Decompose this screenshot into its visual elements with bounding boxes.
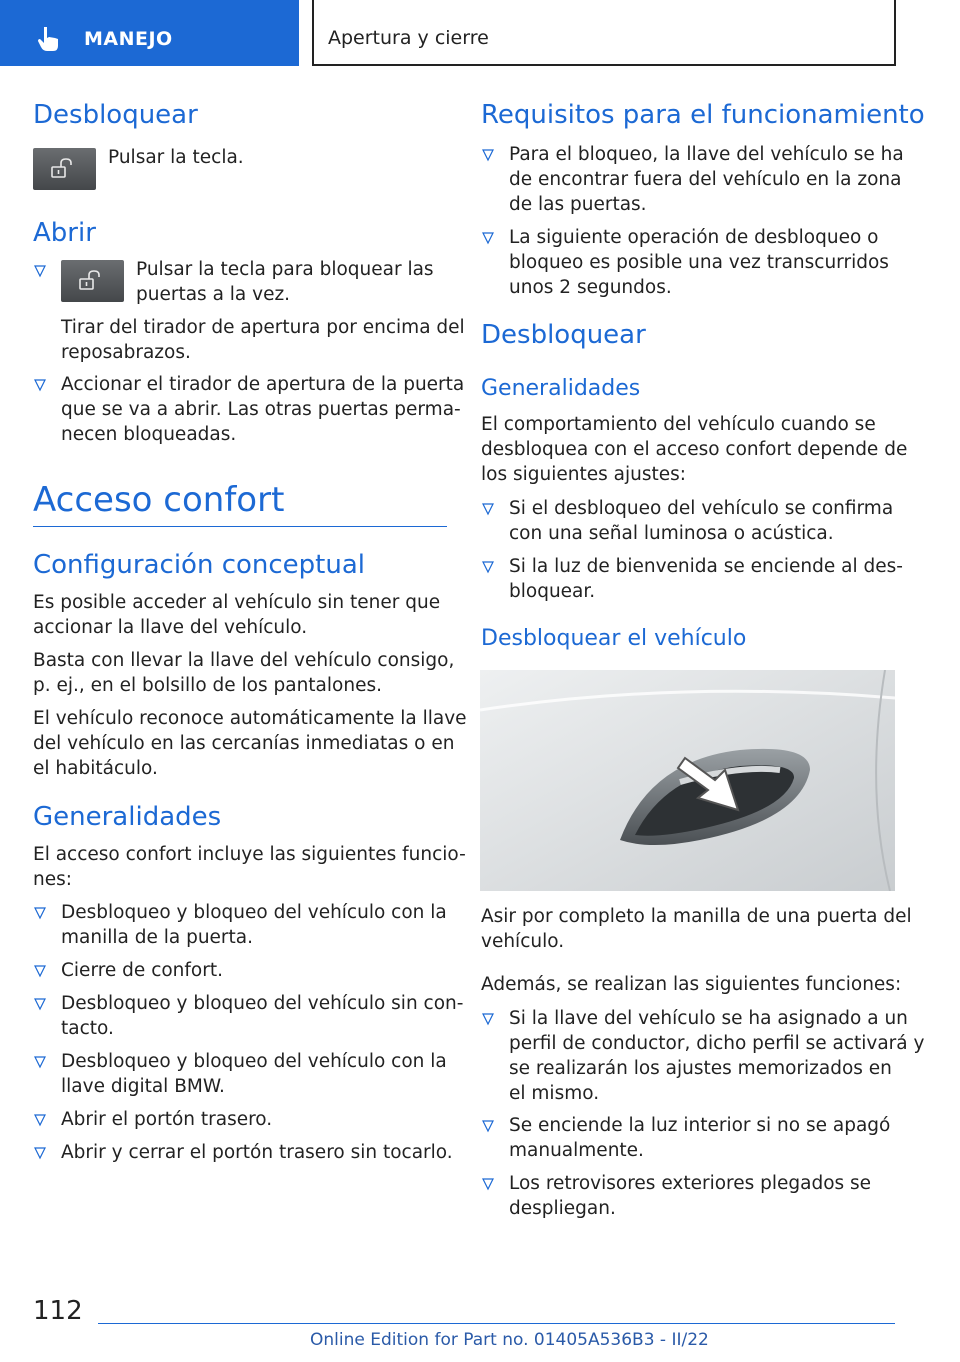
unlock-button-image [33,148,96,190]
list-item: llave digital BMW. [61,1076,225,1097]
list-item: Se enciende la luz interior si no se apagó [509,1115,891,1136]
list-item: unos 2 segundos. [509,277,672,298]
abrir-p1-line1: Tirar del tirador de apertura por encima del [61,317,465,338]
bullet-triangle-icon [481,1012,495,1026]
bullet-triangle-icon [481,1177,495,1191]
abrir-p1-line2: reposabrazos. [61,342,191,363]
abrir-b1-line1: Pulsar la tecla para bloquear las [136,259,434,280]
desb-gen-line3: los siguientes ajustes: [481,464,686,485]
desb-gen-line2: desbloquea con el acceso confort depende de [481,439,908,460]
desbloquear-heading-right: Desbloquear [481,320,646,350]
bullet-triangle-icon [33,1146,47,1160]
section-divider [33,526,447,527]
desbloquear-text: Pulsar la tecla. [108,147,244,168]
gen-p1-line1: El acceso confort incluye las siguientes funcio- [33,844,466,865]
list-item: Para el bloqueo, la llave del vehículo se ha [509,144,904,165]
list-item: Desbloqueo y bloqueo del vehículo sin con- [61,993,464,1014]
config-p2-line2: p. ej., en el bolsillo de los pantalones. [33,675,382,696]
config-p2-line1: Basta con llevar la llave del vehículo consigo, [33,650,455,671]
list-item: Los retrovisores exteriores plegados se [509,1173,872,1194]
configuracion-heading: Configuración conceptual [33,550,365,580]
desb-gen-line1: El comportamiento del vehículo cuando se [481,414,876,435]
chapter-title: Apertura y cierre [328,27,489,49]
section-title: MANEJO [84,28,173,50]
bullet-triangle-icon [481,148,495,162]
abrir-b2-line1: Accionar el tirador de apertura de la puerta [61,374,465,395]
list-item: el mismo. [509,1083,600,1104]
config-p1-line1: Es posible acceder al vehículo sin tener que [33,592,441,613]
footer-divider [98,1323,895,1324]
bullet-triangle-icon [33,997,47,1011]
bullet-triangle-icon [33,964,47,978]
list-item: Abrir y cerrar el portón trasero sin tocarlo. [61,1142,453,1163]
bullet-triangle-icon [33,906,47,920]
config-p3-line3: el habitáculo. [33,758,158,779]
list-item: se realizarán los ajustes memorizados en [509,1058,892,1079]
photo-caption-line1: Asir por completo la manilla de una puerta del [481,906,912,927]
hand-pointer-icon [34,24,64,54]
abrir-b1-line2: puertas a la vez. [136,284,291,305]
page-header [0,0,960,66]
list-item: Si el desbloqueo del vehículo se confirma [509,498,894,519]
photo-caption-line2: vehículo. [481,931,565,952]
desbloquear-vehiculo-heading: Desbloquear el vehículo [481,626,747,651]
list-item: de las puertas. [509,194,647,215]
config-p3-line2: del vehículo en las cercanías inmediatas o en [33,733,455,754]
bullet-triangle-icon [33,1055,47,1069]
page-number: 112 [33,1296,83,1326]
bullet-triangle-icon [481,502,495,516]
acceso-confort-heading: Acceso confort [33,480,285,520]
bullet-triangle-icon [481,560,495,574]
list-item: manilla de la puerta. [61,927,254,948]
section-tab [0,0,299,66]
list-item: Desbloqueo y bloqueo del vehículo con la [61,902,447,923]
config-p1-line2: accionar la llave del vehículo. [33,617,308,638]
list-item: tacto. [61,1018,114,1039]
list-item: bloqueo es posible una vez transcurridos [509,252,889,273]
abrir-b2-line3: necen bloqueadas. [61,424,237,445]
list-item: bloquear. [509,581,596,602]
lock-button-image [61,260,124,302]
config-p3-line1: El vehículo reconoce automáticamente la llave [33,708,467,729]
edition-label: Online Edition for Part no. 01405A536B3 - II/22 [310,1330,709,1350]
list-item: perfil de conductor, dicho perfil se activará y [509,1033,925,1054]
abrir-heading: Abrir [33,218,96,248]
ademas-line: Además, se realizan las siguientes funciones: [481,974,902,995]
bullet-triangle-icon [481,231,495,245]
list-item: La siguiente operación de desbloqueo o [509,227,879,248]
bullet-triangle-icon [481,1119,495,1133]
list-item: Desbloqueo y bloqueo del vehículo con la [61,1051,447,1072]
desbloquear-heading: Desbloquear [33,100,198,130]
list-item: manualmente. [509,1140,644,1161]
gen-p1-line2: nes: [33,869,72,890]
list-item: Si la llave del vehículo se ha asignado a un [509,1008,908,1029]
bullet-triangle-icon [33,264,47,278]
bullet-triangle-icon [33,1113,47,1127]
desb-generalidades-heading: Generalidades [481,376,641,401]
list-item: Cierre de confort. [61,960,223,981]
list-item: despliegan. [509,1198,616,1219]
chapter-box [312,0,896,66]
list-item: con una señal luminosa o acústica. [509,523,834,544]
door-handle-photo [480,670,895,891]
requisitos-heading: Requisitos para el funcionamiento [481,100,925,130]
abrir-b2-line2: que se va a abrir. Las otras puertas perma- [61,399,461,420]
list-item: Abrir el portón trasero. [61,1109,273,1130]
list-item: Si la luz de bienvenida se enciende al des- [509,556,903,577]
generalidades-heading: Generalidades [33,802,222,832]
list-item: de encontrar fuera del vehículo en la zona [509,169,902,190]
bullet-triangle-icon [33,378,47,392]
